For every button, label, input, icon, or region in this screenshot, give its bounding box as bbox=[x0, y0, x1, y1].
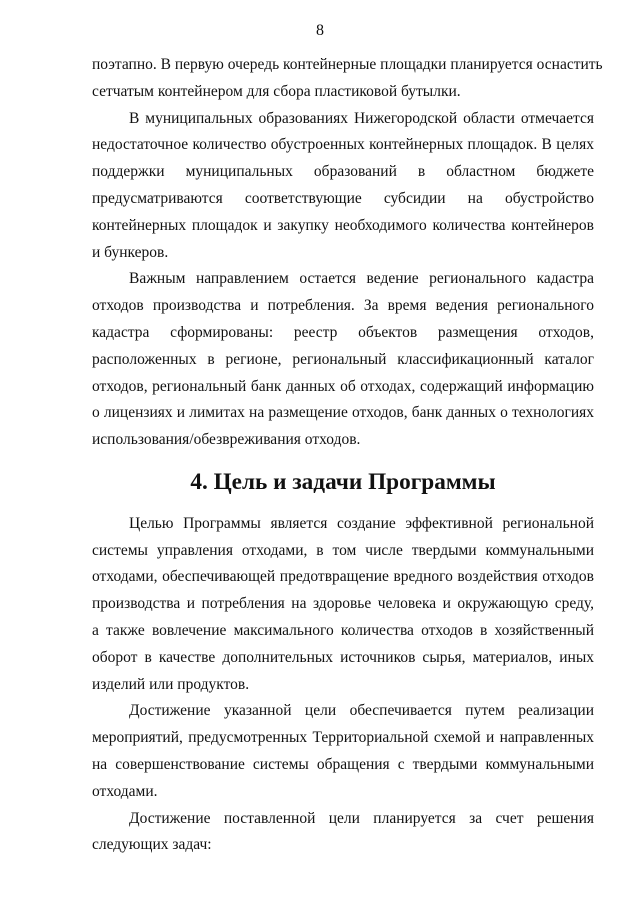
paragraph-line: изделий или продуктов. bbox=[92, 675, 250, 693]
paragraph-waste-cadastre bbox=[92, 266, 594, 454]
page-number: 8 bbox=[316, 22, 324, 39]
paragraph-line: оборот в качестве дополнительных источников сырья, материалов, иных bbox=[92, 648, 594, 666]
paragraph-line: сетчатым контейнером для сбора пластиковой бутылки. bbox=[92, 82, 461, 100]
paragraph-container-loading bbox=[92, 52, 603, 106]
paragraph-line: Целью Программы является создание эффективной региональной bbox=[129, 514, 594, 532]
paragraph-line: предусматриваются соответствующие субсидии на обустройство bbox=[92, 189, 594, 207]
paragraph-line: отходами, обеспечивающей предотвращение вредного воздействия отходов bbox=[92, 568, 594, 586]
paragraph-container-sites bbox=[92, 106, 594, 267]
paragraph-line: В муниципальных образованиях Нижегородской области отмечается bbox=[129, 109, 594, 127]
paragraph-program-goal bbox=[92, 511, 594, 699]
paragraph-line: контейнерных площадок и закупку необходимого количества контейнеров bbox=[92, 216, 594, 234]
paragraph-line: и бункеров. bbox=[92, 243, 169, 261]
paragraph-line: поэтапно. В первую очередь контейнерные площадки планируется оснастить bbox=[92, 56, 603, 73]
paragraph-tasks-intro bbox=[92, 806, 594, 860]
paragraph-line: на совершенствование системы обращения с твердыми коммунальными bbox=[92, 755, 594, 773]
paragraph-line: отходов, региональный банк данных об отходах, содержащий информацию bbox=[92, 377, 594, 395]
paragraph-line: производства и потребления на здоровье человека и окружающую среду, bbox=[92, 595, 594, 613]
paragraph-line: использования/обезвреживания отходов. bbox=[92, 431, 361, 449]
paragraph-line: о лицензиях и лимитах на размещение отходов, банк данных о технологиях bbox=[92, 404, 594, 422]
paragraph-goal-achievement bbox=[92, 698, 594, 805]
paragraph-line: Достижение указанной цели обеспечивается путем реализации bbox=[129, 702, 594, 720]
paragraph-line: кадастра сформированы: реестр объектов размещения отходов, bbox=[92, 323, 594, 341]
paragraph-line: недостаточное количество обустроенных контейнерных площадок. В целях bbox=[92, 136, 594, 154]
paragraph-line: следующих задач: bbox=[92, 836, 212, 854]
paragraph-line: Важным направлением остается ведение регионального кадастра bbox=[129, 270, 594, 288]
paragraph-line: системы управления отходами, в том числе твердыми коммунальными bbox=[92, 541, 594, 559]
paragraph-line: расположенных в регионе, региональный классификационный каталог bbox=[92, 350, 594, 368]
paragraph-line: поддержки муниципальных образований в областном бюджете bbox=[92, 163, 594, 181]
paragraph-line: отходов производства и потребления. За время ведения регионального bbox=[92, 297, 594, 315]
paragraph-line: Достижение поставленной цели планируется за счет решения bbox=[129, 809, 594, 827]
paragraph-line: мероприятий, предусмотренных Территориальной схемой и направленных bbox=[92, 729, 594, 747]
paragraph-line: отходами. bbox=[92, 782, 158, 800]
document-body bbox=[92, 52, 603, 859]
section-heading: 4. Цель и задачи Программы bbox=[190, 468, 496, 495]
paragraph-line: а также вовлечение максимального количества отходов в хозяйственный bbox=[92, 621, 594, 639]
